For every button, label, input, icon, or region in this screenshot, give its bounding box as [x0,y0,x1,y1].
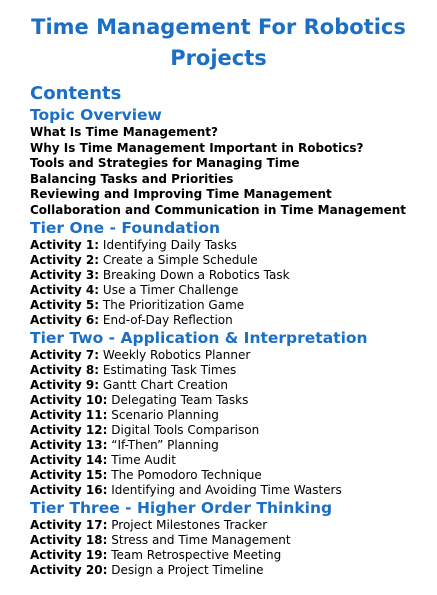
section-topic-overview [30,105,429,218]
section-heading: Tier Three - Higher Order Thinking [30,499,333,517]
toc-link-topic[interactable]: Balancing Tasks and Priorities [30,171,234,186]
toc-link-activity[interactable] [30,283,429,298]
activity-title: Breaking Down a Robotics Task [102,268,290,282]
activity-title: Create a Simple Schedule [102,253,258,267]
activity-title: Identifying Daily Tasks [102,238,237,252]
activity-label: Activity 7: [30,348,100,362]
activity-label: Activity 18: [30,533,108,547]
contents-heading: Contents [30,83,122,104]
toc-link-activity[interactable] [30,423,429,438]
activity-title: The Pomodoro Technique [111,468,262,482]
activity-list [30,518,429,578]
toc-link-topic[interactable]: Tools and Strategies for Managing Time [30,156,300,170]
activity-list [30,348,429,498]
activity-label: Activity 20: [30,563,108,577]
activity-label: Activity 13: [30,438,108,452]
toc-link-activity[interactable] [30,548,429,563]
section-tier-one [30,218,429,328]
activity-label: Activity 17: [30,518,108,532]
activity-label: Activity 8: [30,363,100,377]
activity-title: Time Audit [111,453,176,467]
activity-title: Gantt Chart Creation [102,378,228,392]
toc-link-activity[interactable] [30,483,429,498]
topic-list [30,125,429,218]
toc-link-activity[interactable] [30,518,429,533]
toc-link-topic[interactable]: Why Is Time Management Important in Robotics? [30,140,364,155]
toc-link-activity[interactable] [30,408,429,423]
activity-title: Use a Timer Challenge [102,283,239,297]
activity-label: Activity 12: [30,423,108,437]
activity-label: Activity 2: [30,253,100,267]
activity-title: Identifying and Avoiding Time Wasters [111,483,342,497]
toc-link-activity[interactable] [30,238,429,253]
activity-title: Team Retrospective Meeting [111,548,282,562]
section-tier-three [30,498,429,578]
toc-link-activity[interactable] [30,393,429,408]
toc-link-topic[interactable]: What Is Time Management? [30,125,218,139]
activity-label: Activity 14: [30,453,108,467]
activity-label: Activity 9: [30,378,100,392]
table-of-contents [30,83,429,578]
activity-label: Activity 1: [30,238,100,252]
activity-title: The Prioritization Game [102,298,245,312]
activity-title: Digital Tools Comparison [111,423,260,437]
toc-link-activity[interactable] [30,363,429,378]
toc-link-activity[interactable] [30,298,429,313]
toc-link-activity[interactable] [30,378,429,393]
activity-title: End-of-Day Reflection [102,313,233,327]
activity-label: Activity 3: [30,268,100,282]
section-heading: Tier One - Foundation [30,219,221,237]
activity-label: Activity 16: [30,483,108,497]
section-tier-two [30,328,429,498]
toc-link-activity[interactable] [30,268,429,283]
activity-title: Design a Project Timeline [111,563,264,577]
activity-title: Scenario Planning [111,408,219,422]
activity-label: Activity 6: [30,313,100,327]
activity-label: Activity 10: [30,393,108,407]
activity-title: Delegating Team Tasks [111,393,249,407]
toc-link-activity[interactable] [30,348,429,363]
document-title: Time Management For Robotics Projects [31,15,406,70]
activity-label: Activity 5: [30,298,100,312]
activity-title: Project Milestones Tracker [111,518,268,532]
activity-title: Weekly Robotics Planner [102,348,251,362]
toc-link-activity[interactable] [30,563,429,578]
activity-label: Activity 11: [30,408,108,422]
toc-link-activity[interactable] [30,253,429,268]
toc-link-activity[interactable] [30,468,429,483]
activity-title: “If-Then” Planning [111,438,219,452]
toc-link-activity[interactable] [30,453,429,468]
section-heading: Topic Overview [30,106,162,124]
toc-link-topic[interactable]: Reviewing and Improving Time Management [30,187,332,201]
activity-label: Activity 4: [30,283,100,297]
activity-title: Estimating Task Times [102,363,237,377]
section-heading: Tier Two - Application & Interpretation [30,329,368,347]
toc-link-activity[interactable] [30,313,429,328]
activity-label: Activity 15: [30,468,108,482]
activity-label: Activity 19: [30,548,108,562]
toc-link-activity[interactable] [30,533,429,548]
activity-list [30,238,429,328]
toc-link-activity[interactable] [30,438,429,453]
toc-link-topic[interactable]: Collaboration and Communication in Time Management [30,202,407,217]
activity-title: Stress and Time Management [111,533,291,547]
